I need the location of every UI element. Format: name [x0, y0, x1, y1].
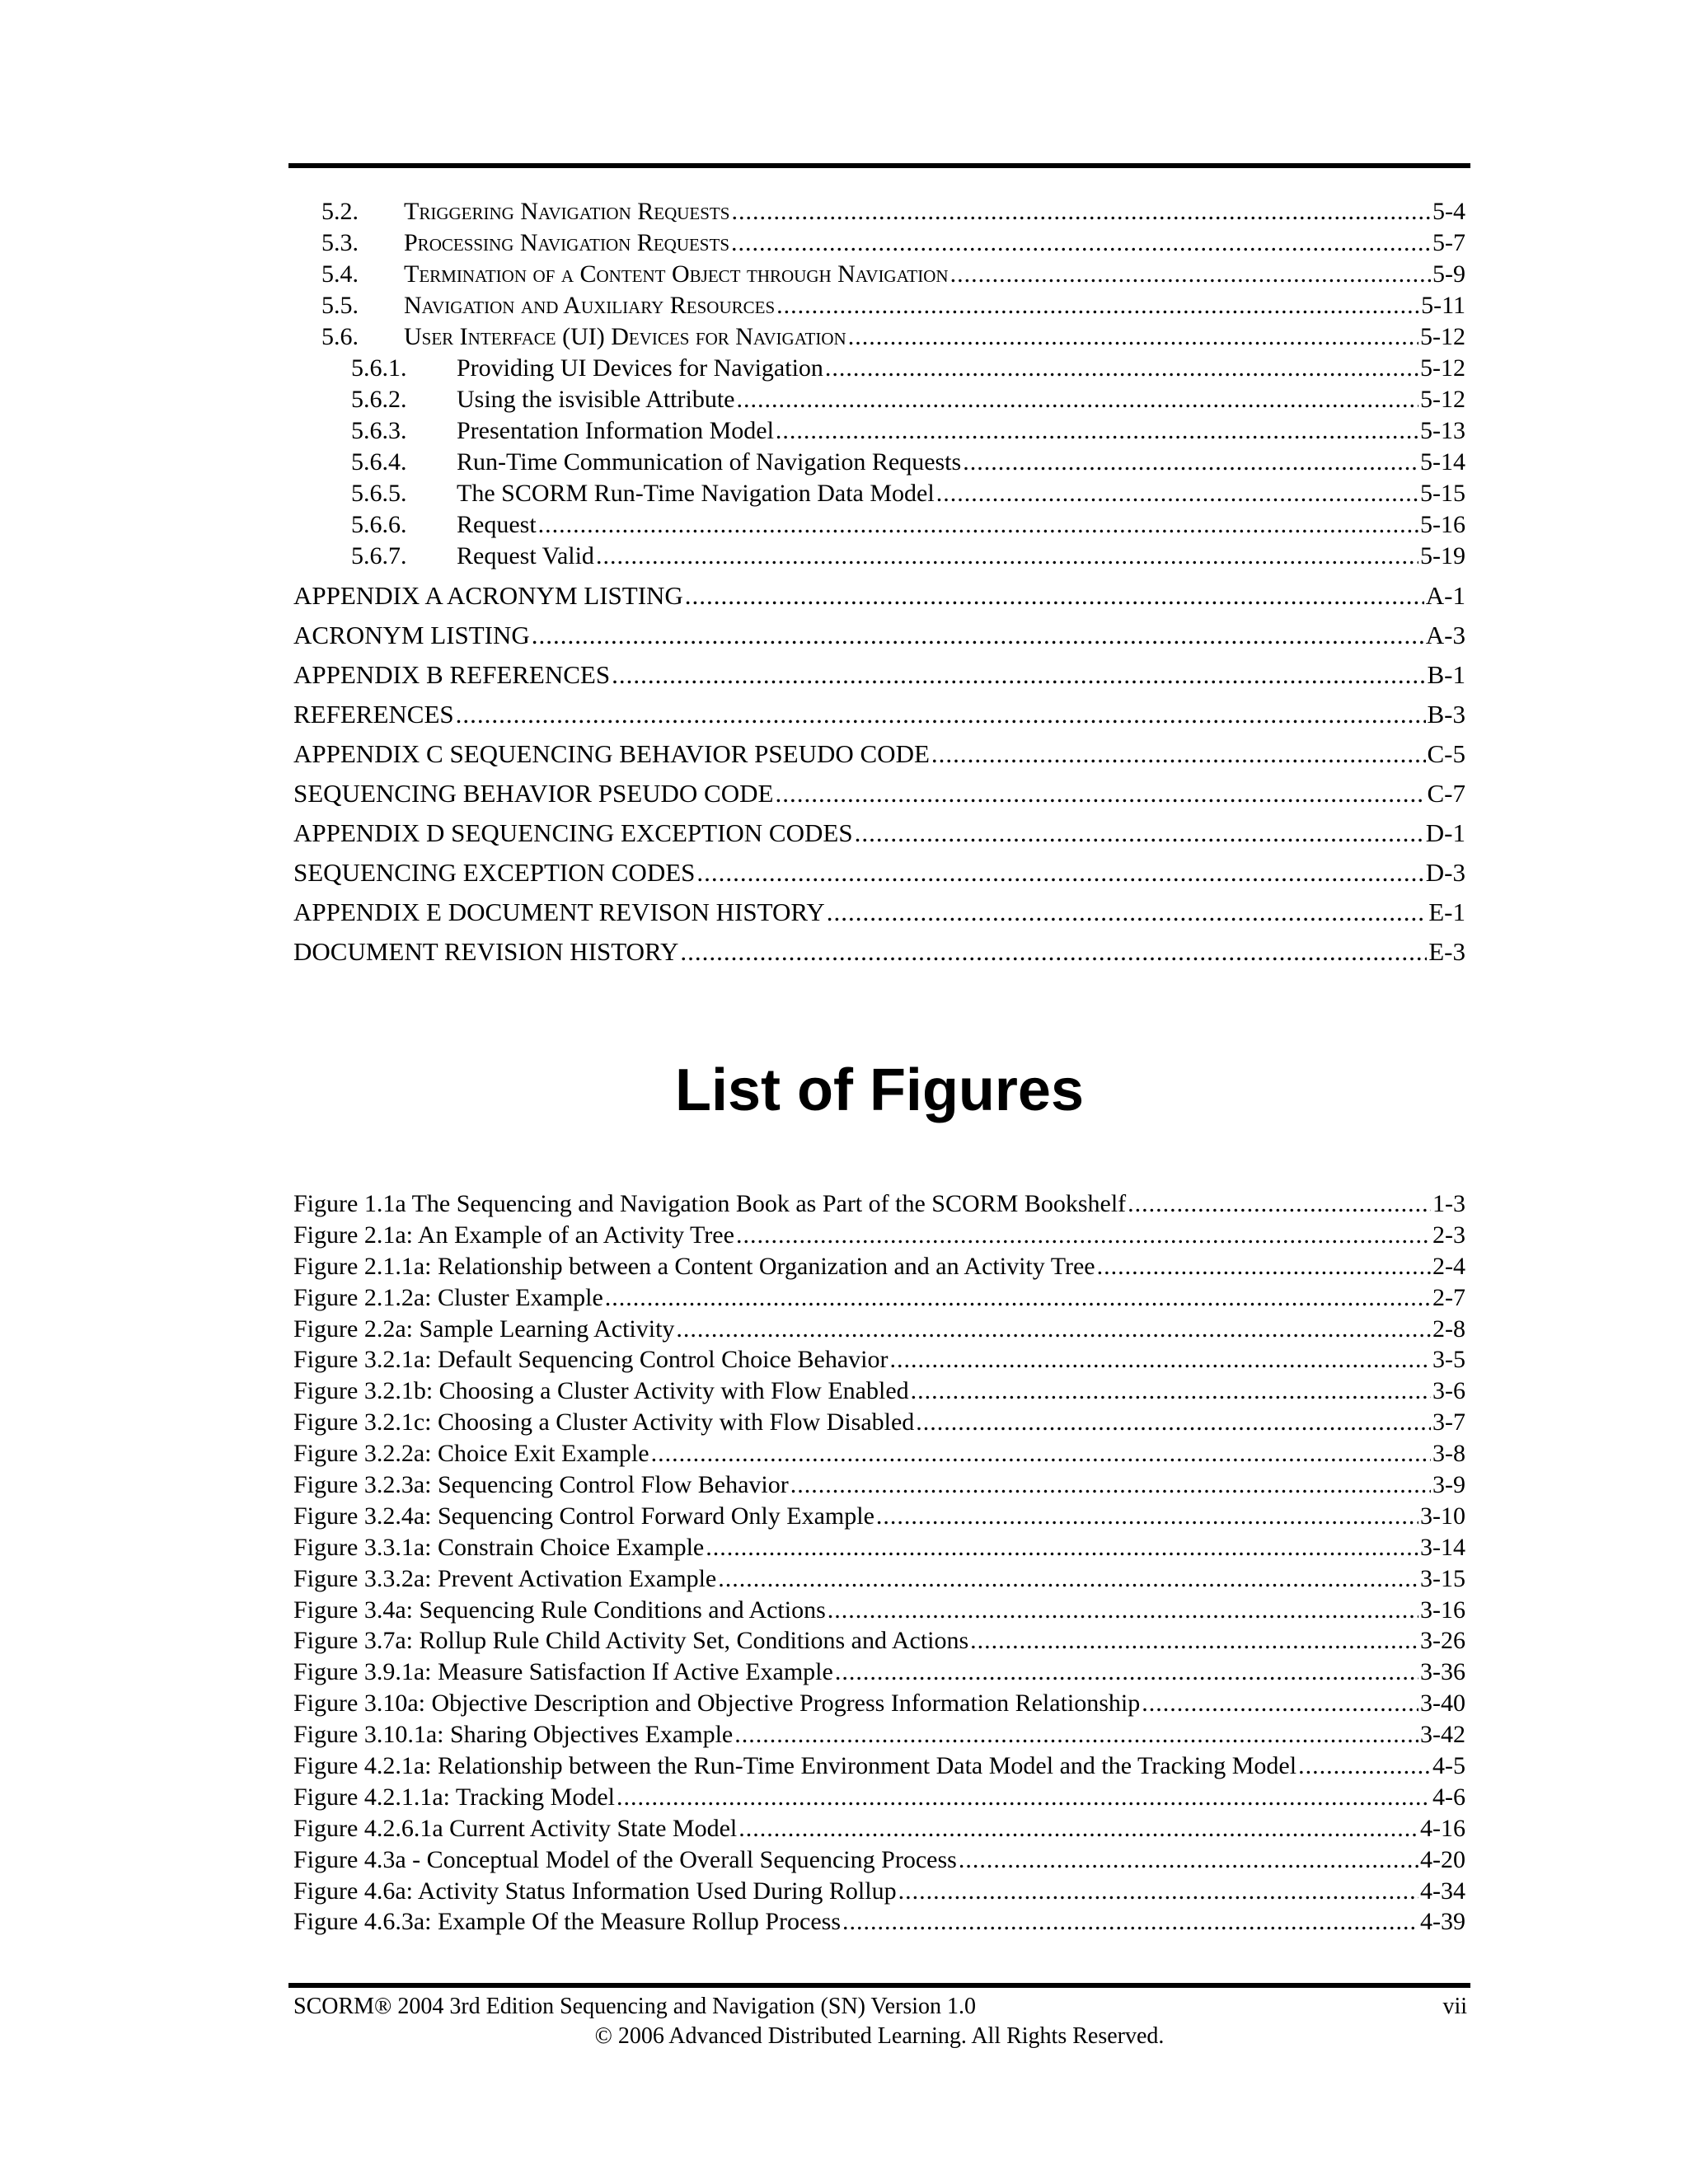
toc-section-entry[interactable]	[293, 290, 1465, 321]
list-of-figures-heading: List of Figures	[674, 1057, 1085, 1123]
entry-page-number: B-1	[1427, 660, 1465, 689]
entry-number: 5.5.	[321, 292, 359, 319]
dot-leader	[456, 695, 1426, 734]
dot-leader	[828, 1595, 1418, 1626]
entry-title: APPENDIX C SEQUENCING BEHAVIOR PSEUDO CODE	[293, 739, 930, 768]
entry-page-number: 4-5	[1432, 1752, 1465, 1780]
figure-entry[interactable]	[293, 1719, 1465, 1750]
entry-page-number: 3-8	[1432, 1440, 1465, 1468]
dot-leader	[718, 1563, 1418, 1595]
entry-page-number: 5-15	[1420, 480, 1465, 507]
entry-title: Figure 1.1a The Sequencing and Navigation Book as Part of the SCORM Bookshelf	[293, 1190, 1127, 1217]
figure-entry[interactable]	[293, 1595, 1465, 1626]
dot-leader	[911, 1376, 1431, 1407]
dot-leader	[651, 1438, 1431, 1469]
entry-page-number: 3-14	[1420, 1533, 1465, 1561]
entry-title: Figure 4.6.3a: Example Of the Measure Rollup Process	[293, 1908, 842, 1936]
entry-title: SEQUENCING BEHAVIOR PSEUDO CODE	[293, 779, 774, 808]
entry-title: Processing Navigation Requests	[404, 229, 729, 256]
dot-leader	[950, 259, 1431, 290]
toc-appendix-entry[interactable]	[293, 655, 1465, 695]
dot-leader	[963, 447, 1418, 478]
toc-appendix-entry[interactable]	[293, 576, 1465, 616]
entry-number: 5.6.7.	[351, 542, 407, 569]
entry-title: DOCUMENT REVISION HISTORY	[293, 937, 679, 966]
entry-number: 5.6.	[321, 323, 359, 350]
entry-title: Figure 2.2a: Sample Learning Activity	[293, 1315, 675, 1343]
entry-page-number: D-1	[1425, 818, 1465, 847]
entry-number: 5.2.	[321, 198, 359, 225]
toc-appendix-list	[293, 576, 1465, 972]
toc-appendix-entry[interactable]	[293, 774, 1465, 813]
entry-page-number: 3-15	[1420, 1564, 1465, 1592]
dot-leader	[848, 321, 1418, 353]
dot-leader	[835, 1657, 1418, 1688]
entry-page-number: 3-36	[1420, 1658, 1465, 1686]
toc-subsection-entry[interactable]	[293, 447, 1465, 478]
entry-page-number: C-5	[1427, 739, 1465, 768]
dot-leader	[842, 1906, 1418, 1938]
figure-entry[interactable]	[293, 1844, 1465, 1876]
entry-title: APPENDIX E DOCUMENT REVISON HISTORY	[293, 898, 825, 926]
dot-leader	[731, 227, 1431, 259]
dot-leader	[776, 415, 1418, 447]
entry-title: Figure 3.2.2a: Choice Exit Example	[293, 1440, 649, 1468]
figure-entry[interactable]	[293, 1782, 1465, 1813]
dot-leader	[685, 576, 1424, 616]
entry-page-number: A-1	[1425, 581, 1465, 610]
dot-leader	[916, 1407, 1431, 1438]
entry-page-number: 2-4	[1432, 1252, 1465, 1280]
toc-subsection-list	[293, 353, 1465, 572]
entry-page-number: D-3	[1425, 858, 1465, 887]
entry-title: Figure 3.2.1b: Choosing a Cluster Activity with Flow Enabled	[293, 1377, 909, 1405]
dot-leader	[538, 509, 1418, 541]
entry-page-number: 3-40	[1420, 1690, 1465, 1718]
figure-entry[interactable]	[293, 1469, 1465, 1501]
entry-title: Figure 3.10a: Objective Description and Objective Progress Information Relationship	[293, 1690, 1141, 1718]
entry-page-number: 4-34	[1420, 1877, 1465, 1905]
toc-appendix-entry[interactable]	[293, 616, 1465, 655]
figure-entry[interactable]	[293, 1625, 1465, 1657]
toc-appendix-entry[interactable]	[293, 813, 1465, 853]
toc-section-entry[interactable]	[293, 227, 1465, 259]
dot-leader	[775, 774, 1425, 813]
entry-page-number: 5-12	[1420, 386, 1465, 413]
dot-leader	[1142, 1688, 1418, 1719]
dot-leader	[776, 290, 1419, 321]
dot-leader	[790, 1469, 1431, 1501]
entry-number: 5.6.1.	[351, 354, 407, 382]
entry-title: User Interface (UI) Devices for Navigation	[404, 323, 846, 350]
dot-leader	[706, 1532, 1418, 1563]
entry-title: Figure 3.9.1a: Measure Satisfaction If Active Example	[293, 1658, 833, 1686]
figure-entry[interactable]	[293, 1657, 1465, 1688]
dot-leader	[931, 734, 1426, 774]
entry-title: Figure 3.4a: Sequencing Rule Conditions and Actions	[293, 1596, 826, 1624]
entry-title: Figure 3.7a: Rollup Rule Child Activity Set, Conditions and Actions	[293, 1627, 969, 1655]
entry-title: Presentation Information Model	[457, 417, 774, 444]
figure-entry[interactable]	[293, 1220, 1465, 1251]
entry-title: The SCORM Run-Time Navigation Data Model	[457, 480, 935, 507]
entry-page-number: 5-12	[1420, 323, 1465, 350]
entry-page-number: 3-6	[1432, 1377, 1465, 1405]
dot-leader	[1128, 1188, 1431, 1220]
toc-subsection-entry[interactable]	[293, 509, 1465, 541]
entry-page-number: 4-20	[1420, 1845, 1465, 1873]
entry-title: Triggering Navigation Requests	[404, 198, 730, 225]
footer-page-number: vii	[1442, 1994, 1467, 2019]
dot-leader	[825, 353, 1418, 384]
figure-entry[interactable]	[293, 1407, 1465, 1438]
entry-number: 5.4.	[321, 260, 359, 288]
entry-title: Figure 3.2.1a: Default Sequencing Control Choice Behavior	[293, 1346, 889, 1374]
figure-list	[293, 1188, 1465, 1938]
entry-page-number: 5-7	[1432, 229, 1465, 256]
entry-number: 5.3.	[321, 229, 359, 256]
figure-entry[interactable]	[293, 1251, 1465, 1282]
entry-title: APPENDIX A ACRONYM LISTING	[293, 581, 683, 610]
dot-leader	[827, 893, 1428, 932]
entry-page-number: E-1	[1428, 898, 1465, 926]
entry-title: Run-Time Communication of Navigation Requests	[457, 448, 962, 476]
entry-title: Figure 2.1a: An Example of an Activity Tree	[293, 1221, 734, 1249]
figure-entry[interactable]	[293, 1563, 1465, 1595]
dot-leader	[898, 1876, 1418, 1907]
entry-page-number: 5-9	[1432, 260, 1465, 288]
figure-entry[interactable]	[293, 1282, 1465, 1314]
entry-title: Figure 4.3a - Conceptual Model of the Overall Sequencing Process	[293, 1845, 957, 1873]
dot-leader	[959, 1844, 1418, 1876]
figure-entry[interactable]	[293, 1532, 1465, 1563]
entry-page-number: A-3	[1425, 621, 1465, 649]
dot-leader	[1097, 1251, 1431, 1282]
entry-number: 5.6.5.	[351, 480, 407, 507]
entry-title: Figure 4.2.1a: Relationship between the Run-Time Environment Data Model and the Tracking Model	[293, 1752, 1297, 1780]
toc-subsection-entry[interactable]	[293, 415, 1465, 447]
entry-title: Figure 2.1.2a: Cluster Example	[293, 1283, 603, 1311]
toc-section-entry[interactable]	[293, 259, 1465, 290]
entry-page-number: 3-26	[1420, 1627, 1465, 1655]
header-rule	[288, 163, 1470, 168]
entry-title: Figure 2.1.1a: Relationship between a Content Organization and an Activity Tree	[293, 1252, 1095, 1280]
entry-page-number: 3-16	[1420, 1596, 1465, 1624]
dot-leader	[890, 1344, 1431, 1376]
entry-title: Figure 3.3.1a: Constrain Choice Example	[293, 1533, 705, 1561]
toc-appendix-entry[interactable]	[293, 695, 1465, 734]
entry-page-number: 5-13	[1420, 417, 1465, 444]
figure-entry[interactable]	[293, 1376, 1465, 1407]
entry-page-number: 4-16	[1420, 1814, 1465, 1842]
footer-rule	[288, 1983, 1470, 1988]
entry-title: Figure 4.2.6.1a Current Activity State Model	[293, 1814, 738, 1842]
entry-page-number: 4-39	[1420, 1908, 1465, 1936]
entry-page-number: 5-16	[1420, 511, 1465, 538]
dot-leader	[736, 1220, 1431, 1251]
entry-title: Request	[457, 511, 537, 538]
figure-entry[interactable]	[293, 1876, 1465, 1907]
entry-title: Figure 3.2.1c: Choosing a Cluster Activity with Flow Disabled	[293, 1408, 915, 1436]
entry-page-number: 5-12	[1420, 354, 1465, 382]
entry-title: Figure 3.3.2a: Prevent Activation Example	[293, 1564, 717, 1592]
dot-leader	[734, 1719, 1418, 1750]
entry-page-number: 1-3	[1432, 1190, 1465, 1217]
figure-entry[interactable]	[293, 1344, 1465, 1376]
figure-entry[interactable]	[293, 1438, 1465, 1469]
entry-page-number: 2-7	[1432, 1283, 1465, 1311]
figure-entry[interactable]	[293, 1314, 1465, 1345]
entry-page-number: 2-8	[1432, 1315, 1465, 1343]
toc-subsection-entry[interactable]	[293, 353, 1465, 384]
dot-leader	[1298, 1750, 1431, 1782]
footer-copyright: © 2006 Advanced Distributed Learning. All Rights Reserved.	[594, 2023, 1165, 2049]
entry-title: Figure 3.2.4a: Sequencing Control Forward Only Example	[293, 1502, 874, 1530]
entry-page-number: 3-7	[1432, 1408, 1465, 1436]
dot-leader	[605, 1282, 1431, 1314]
toc-appendix-entry[interactable]	[293, 893, 1465, 932]
toc-appendix-entry[interactable]	[293, 853, 1465, 893]
dot-leader	[855, 813, 1424, 853]
entry-number: 5.6.3.	[351, 417, 407, 444]
entry-page-number: E-3	[1428, 937, 1465, 966]
dot-leader	[532, 616, 1424, 655]
entry-title: Figure 4.6a: Activity Status Information Used During Rollup	[293, 1877, 897, 1905]
dot-leader	[738, 1813, 1418, 1844]
dot-leader	[936, 478, 1418, 509]
entry-title: APPENDIX D SEQUENCING EXCEPTION CODES	[293, 818, 853, 847]
figure-entry[interactable]	[293, 1501, 1465, 1532]
dot-leader	[680, 932, 1427, 972]
dot-leader	[696, 853, 1423, 893]
entry-page-number: 5-14	[1420, 448, 1465, 476]
toc-section-list	[293, 196, 1465, 353]
figure-entry[interactable]	[293, 1688, 1465, 1719]
figure-entry[interactable]	[293, 1813, 1465, 1844]
figure-entry[interactable]	[293, 1906, 1465, 1938]
entry-page-number: 3-10	[1420, 1502, 1465, 1530]
dot-leader	[612, 655, 1425, 695]
toc-section-entry[interactable]	[293, 321, 1465, 353]
entry-title: Figure 3.2.3a: Sequencing Control Flow Behavior	[293, 1471, 789, 1499]
dot-leader	[970, 1625, 1418, 1657]
dot-leader	[737, 384, 1419, 415]
entry-page-number: C-7	[1427, 779, 1465, 808]
dot-leader	[596, 541, 1418, 572]
entry-page-number: 3-9	[1432, 1471, 1465, 1499]
dot-leader	[676, 1314, 1431, 1345]
toc-appendix-entry[interactable]	[293, 734, 1465, 774]
figure-entry[interactable]	[293, 1188, 1465, 1220]
toc-subsection-entry[interactable]	[293, 541, 1465, 572]
entry-page-number: 3-42	[1420, 1721, 1465, 1749]
toc-section-entry[interactable]	[293, 196, 1465, 227]
dot-leader	[731, 196, 1431, 227]
entry-page-number: 5-19	[1420, 542, 1465, 569]
entry-title: Request Valid	[457, 542, 594, 569]
footer-document-title: SCORM® 2004 3rd Edition Sequencing and Navigation (SN) Version 1.0	[293, 1994, 977, 2019]
toc-subsection-entry[interactable]	[293, 478, 1465, 509]
entry-title: APPENDIX B REFERENCES	[293, 660, 611, 689]
toc-appendix-entry[interactable]	[293, 932, 1465, 972]
entry-page-number: 2-3	[1432, 1221, 1465, 1249]
entry-number: 5.6.2.	[351, 386, 407, 413]
toc-subsection-entry[interactable]	[293, 384, 1465, 415]
entry-title: REFERENCES	[293, 700, 454, 729]
entry-number: 5.6.6.	[351, 511, 407, 538]
entry-page-number: 5-4	[1432, 198, 1465, 225]
entry-page-number: 5-11	[1421, 292, 1465, 319]
entry-page-number: 3-5	[1432, 1346, 1465, 1374]
entry-page-number: 4-6	[1432, 1783, 1465, 1811]
entry-title: ACRONYM LISTING	[293, 621, 530, 649]
dot-leader	[617, 1782, 1431, 1813]
entry-title: SEQUENCING EXCEPTION CODES	[293, 858, 696, 887]
figure-entry[interactable]	[293, 1750, 1465, 1782]
entry-title: Using the isvisible Attribute	[457, 386, 735, 413]
entry-title: Figure 4.2.1.1a: Tracking Model	[293, 1783, 615, 1811]
entry-title: Figure 3.10.1a: Sharing Objectives Example	[293, 1721, 734, 1749]
entry-page-number: B-3	[1427, 700, 1465, 729]
entry-title: Providing UI Devices for Navigation	[457, 354, 823, 382]
entry-title: Termination of a Content Object through Navigation	[404, 260, 949, 288]
entry-number: 5.6.4.	[351, 448, 407, 476]
dot-leader	[876, 1501, 1418, 1532]
entry-title: Navigation and Auxiliary Resources	[404, 292, 776, 319]
